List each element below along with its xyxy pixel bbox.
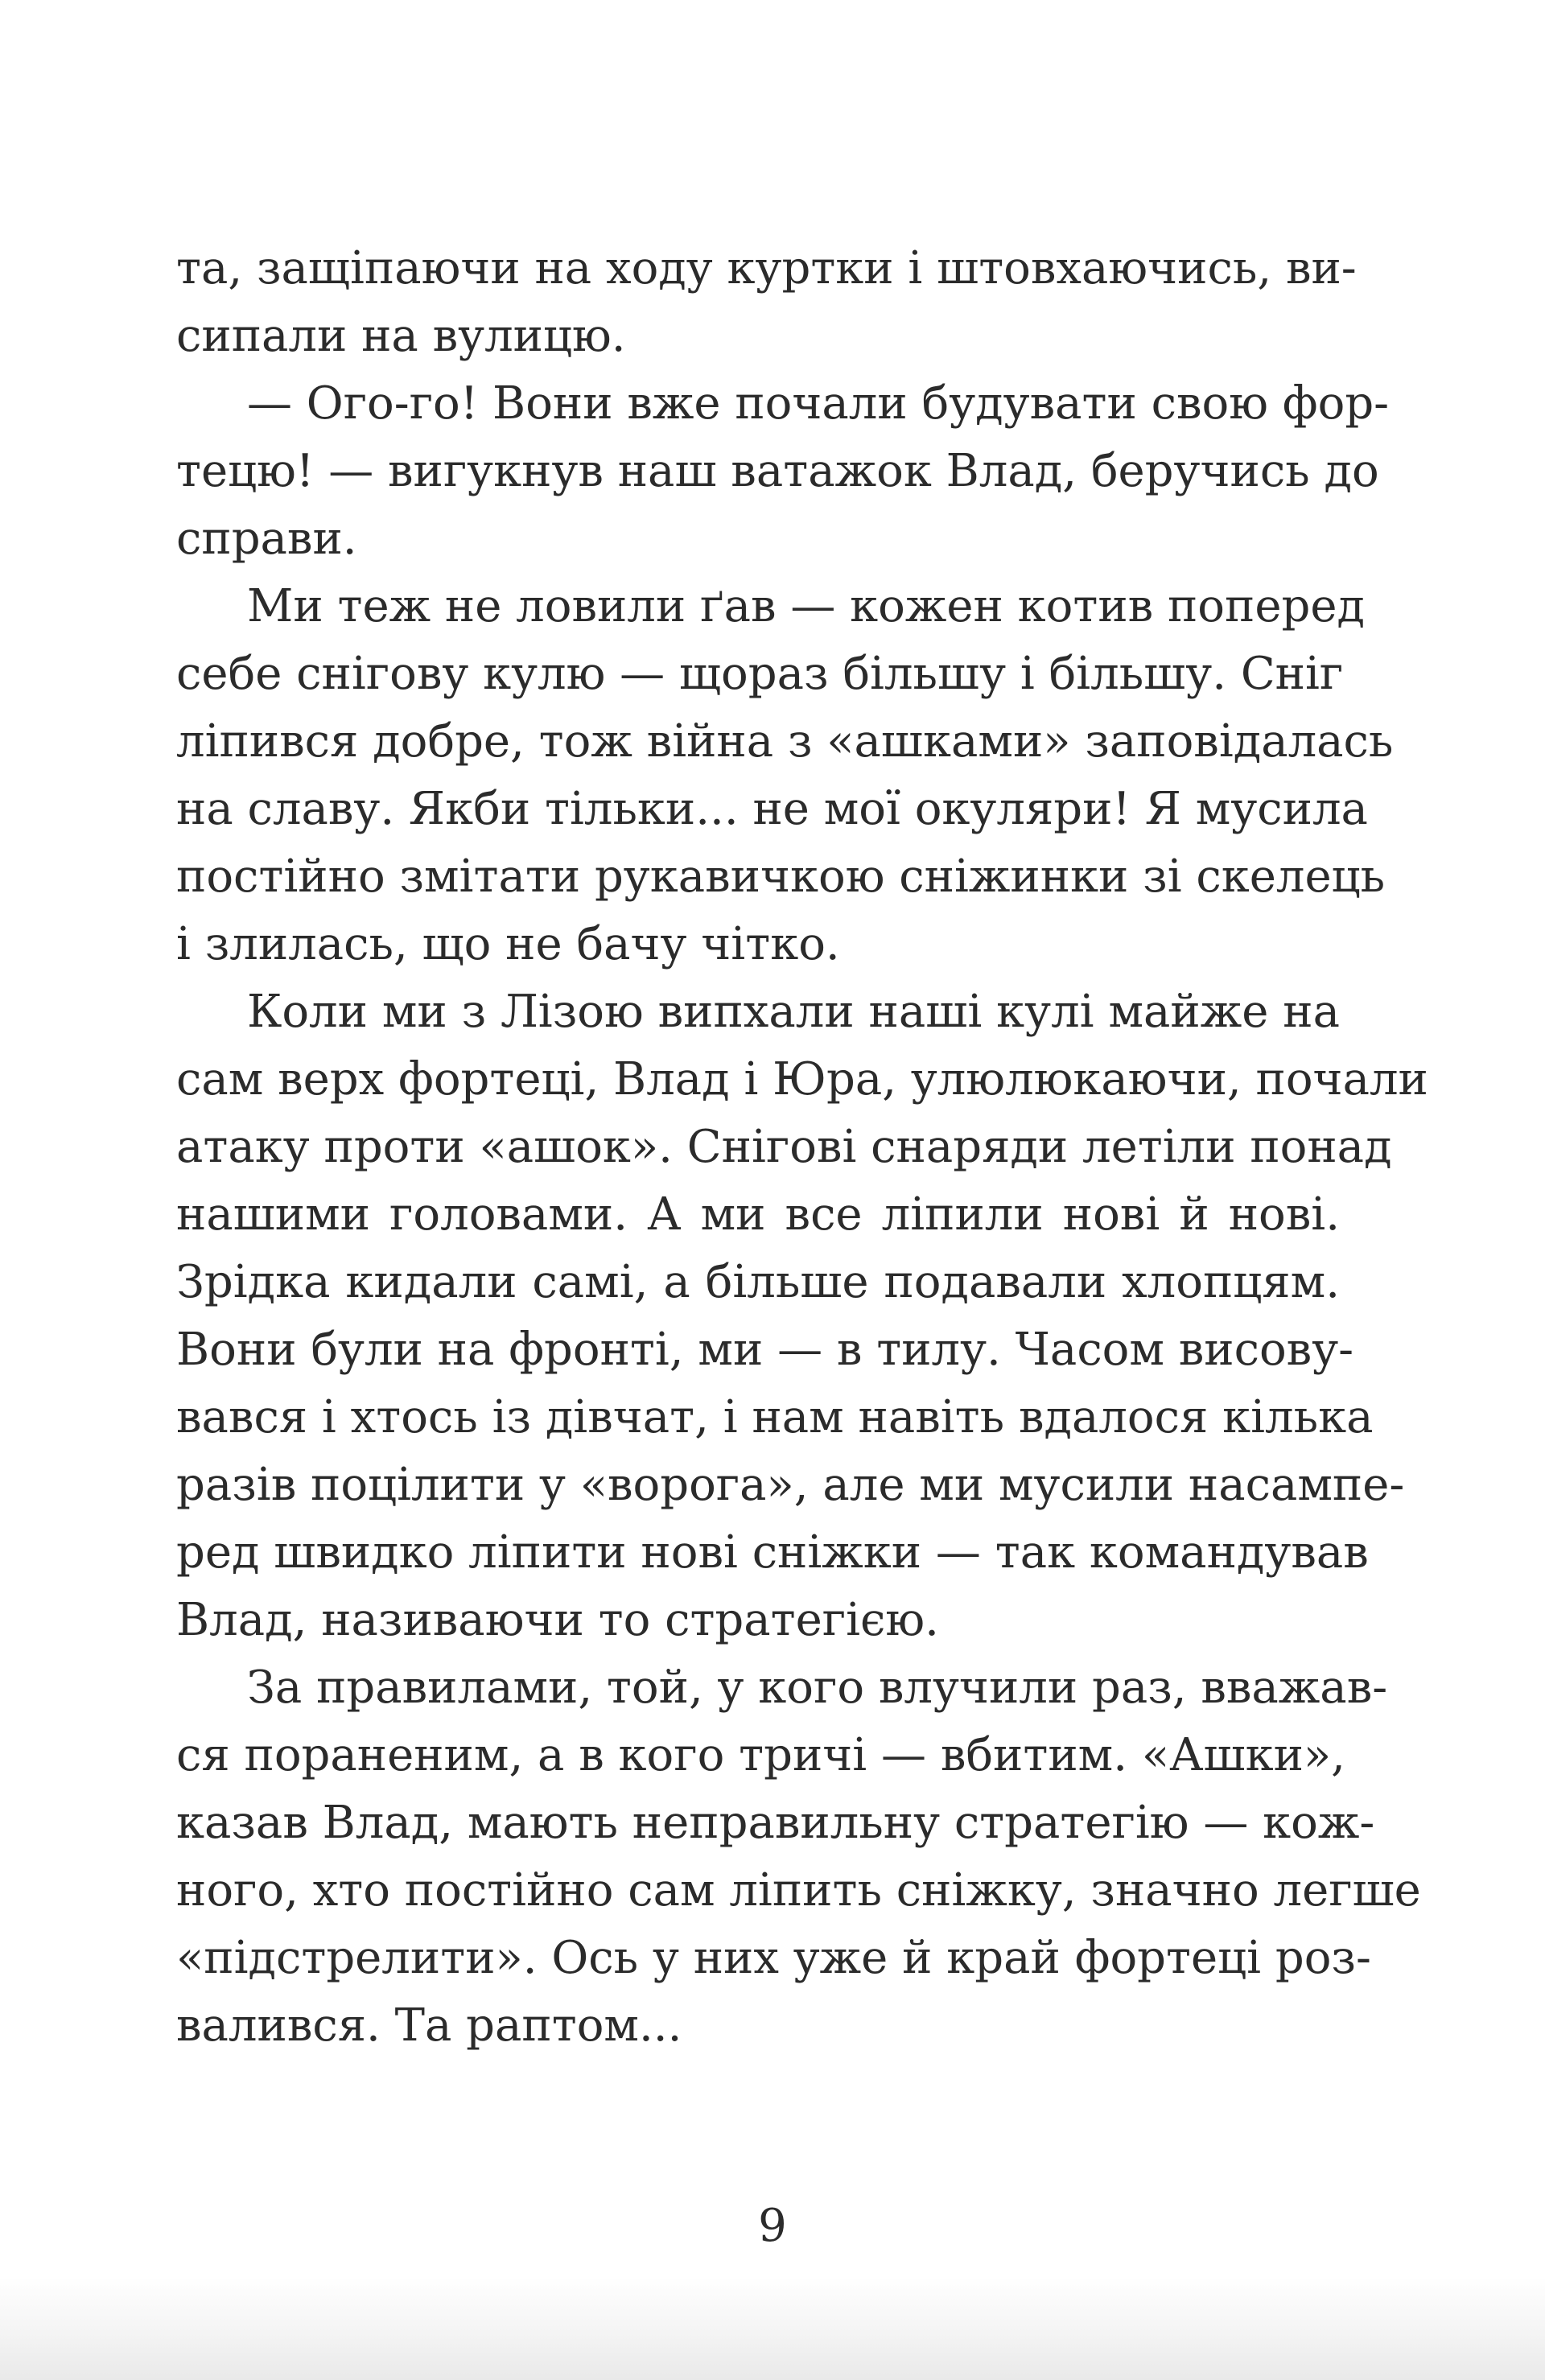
text-line: За правилами, той, у кого влучили раз, вважав-: [247, 1661, 1388, 1714]
text-line: Коли ми з Лізою випхали наші кулі майже на: [247, 986, 1340, 1038]
text-line: атаку проти «ашок». Снігові снаряди летіли понад: [176, 1121, 1392, 1173]
paragraph-3: [176, 573, 1394, 978]
text-line: Ми теж не ловили ґав — кожен котив поперед: [247, 580, 1365, 632]
paragraph-4: [176, 978, 1428, 1654]
text-line: та, защіпаючи на ходу куртки і штовхаючись, ви-: [176, 242, 1357, 294]
paragraph-1: [176, 235, 1357, 370]
text-line: тецю! — вигукнув наш ватажок Влад, беручись до: [176, 445, 1379, 497]
text-line: валився. Та раптом...: [176, 1999, 682, 2052]
text-line: ліпився добре, тож війна з «ашками» заповідалась: [176, 715, 1394, 768]
text-line: «підстрелити». Ось у них уже й край фортеці роз-: [176, 1932, 1371, 1984]
text-line: ред швидко ліпити нові сніжки — так командував: [176, 1526, 1369, 1579]
text-line: — Ого-го! Вони вже почали будувати свою фор-: [247, 377, 1390, 430]
text-line: нашими головами. А ми все ліпили нові й нові.: [176, 1188, 1340, 1241]
text-line: сам верх фортеці, Влад і Юра, улюлюкаючи, почали: [176, 1053, 1428, 1106]
text-line: Влад, називаючи то стратегією.: [176, 1594, 939, 1646]
text-line: Зрідка кидали самі, а більше подавали хлопцям.: [176, 1256, 1340, 1308]
text-line: казав Влад, мають неправильну стратегію — кож-: [176, 1797, 1375, 1849]
text-line: себе снігову кулю — щораз більшу і більшу. Сніг: [176, 648, 1344, 700]
text-line: справи.: [176, 513, 357, 565]
text-line: і злилась, що не бачу чітко.: [176, 918, 840, 970]
text-line: ного, хто постійно сам ліпить сніжку, значно легше: [176, 1864, 1421, 1917]
text-line: на славу. Якби тільки... не мої окуляри! Я мусила: [176, 783, 1368, 835]
paragraph-2: [176, 370, 1390, 573]
text-line: постійно змітати рукавичкою сніжинки зі скелець: [176, 850, 1386, 903]
text-line: ся пораненим, а в кого тричі — вбитим. «Ашки»,: [176, 1729, 1345, 1781]
text-line: вався і хтось із дівчат, і нам навіть вдалося кілька: [176, 1391, 1374, 1443]
paragraph-5: [176, 1654, 1421, 2060]
text-line: сипали на вулицю.: [176, 310, 626, 362]
body-text: [176, 235, 1428, 2060]
text-line: Вони були на фронті, ми — в тилу. Часом висову-: [176, 1324, 1354, 1376]
text-line: разів поцілити у «ворога», але ми мусили насампе-: [176, 1459, 1405, 1511]
page-number: 9: [758, 2200, 787, 2252]
